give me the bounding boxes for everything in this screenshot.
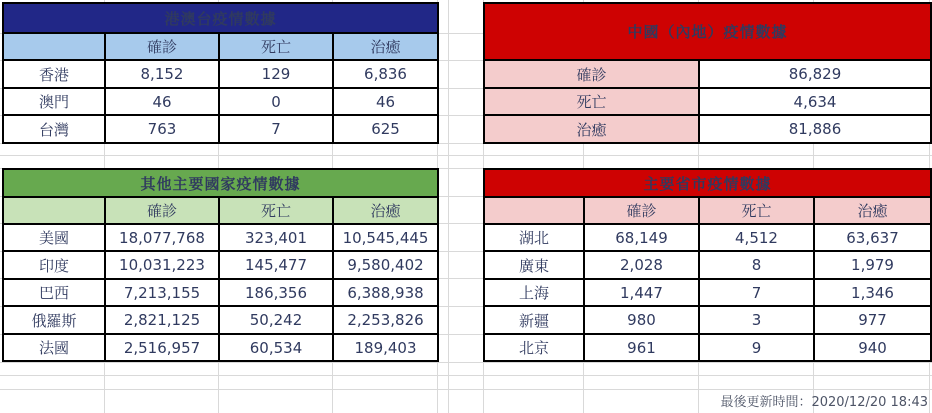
cell-recovered[interactable]: 46	[333, 88, 438, 115]
cell-recovered[interactable]: 63,637	[814, 224, 931, 251]
table-hk-mo-tw	[2, 2, 439, 144]
row-label[interactable]: 法國	[3, 334, 105, 361]
gridline	[0, 155, 932, 156]
row-label[interactable]: 澳門	[3, 88, 105, 115]
stat-value[interactable]: 81,886	[699, 115, 931, 143]
gridline	[0, 389, 932, 390]
cell-recovered[interactable]: 2,253,826	[333, 306, 438, 334]
cell-recovered[interactable]: 1,346	[814, 279, 931, 306]
cell-confirmed[interactable]: 7,213,155	[105, 279, 219, 306]
cell-confirmed[interactable]: 763	[105, 115, 219, 143]
gridline	[448, 0, 449, 413]
cell-deaths[interactable]: 0	[219, 88, 333, 115]
col-header-blank[interactable]	[3, 197, 105, 224]
cell-confirmed[interactable]: 46	[105, 88, 219, 115]
table-row	[3, 334, 438, 361]
col-header-deaths[interactable]: 死亡	[699, 197, 814, 224]
cell-confirmed[interactable]: 68,149	[584, 224, 699, 251]
row-label[interactable]: 北京	[484, 334, 584, 361]
col-header-deaths[interactable]: 死亡	[219, 197, 333, 224]
row-label[interactable]: 湖北	[484, 224, 584, 251]
table-title[interactable]: 主要省市疫情數據	[484, 169, 931, 197]
cell-deaths[interactable]: 9	[699, 334, 814, 361]
cell-deaths[interactable]: 60,534	[219, 334, 333, 361]
cell-confirmed[interactable]: 2,821,125	[105, 306, 219, 334]
cell-deaths[interactable]: 4,512	[699, 224, 814, 251]
table-row	[3, 224, 438, 251]
cell-confirmed[interactable]: 980	[584, 306, 699, 334]
table-row	[484, 60, 931, 88]
cell-confirmed[interactable]: 18,077,768	[105, 224, 219, 251]
cell-recovered[interactable]: 6,388,938	[333, 279, 438, 306]
stat-label[interactable]: 確診	[484, 60, 699, 88]
table-row	[484, 224, 931, 251]
cell-deaths[interactable]: 145,477	[219, 251, 333, 279]
gridline	[0, 362, 932, 363]
table-row	[3, 115, 438, 143]
table-row	[484, 334, 931, 361]
stat-value[interactable]: 4,634	[699, 88, 931, 115]
table-title[interactable]: 港澳台疫情數據	[3, 3, 438, 33]
col-header-confirmed[interactable]: 確診	[105, 33, 219, 60]
table-row	[3, 251, 438, 279]
row-label[interactable]: 台灣	[3, 115, 105, 143]
table-row	[484, 306, 931, 334]
table-row	[3, 88, 438, 115]
table-row	[3, 306, 438, 334]
cell-recovered[interactable]: 10,545,445	[333, 224, 438, 251]
col-header-deaths[interactable]: 死亡	[219, 33, 333, 60]
row-label[interactable]: 新疆	[484, 306, 584, 334]
row-label[interactable]: 印度	[3, 251, 105, 279]
stat-label[interactable]: 治癒	[484, 115, 699, 143]
table-row	[484, 88, 931, 115]
row-label[interactable]: 巴西	[3, 279, 105, 306]
cell-confirmed[interactable]: 1,447	[584, 279, 699, 306]
cell-confirmed[interactable]: 961	[584, 334, 699, 361]
cell-confirmed[interactable]: 10,031,223	[105, 251, 219, 279]
cell-deaths[interactable]: 7	[699, 279, 814, 306]
cell-confirmed[interactable]: 2,516,957	[105, 334, 219, 361]
cell-confirmed[interactable]: 8,152	[105, 60, 219, 88]
cell-recovered[interactable]: 1,979	[814, 251, 931, 279]
col-header-recovered[interactable]: 治癒	[333, 33, 438, 60]
row-label[interactable]: 俄羅斯	[3, 306, 105, 334]
cell-recovered[interactable]: 9,580,402	[333, 251, 438, 279]
table-row	[3, 279, 438, 306]
table-row	[484, 115, 931, 143]
row-label[interactable]: 美國	[3, 224, 105, 251]
col-header-recovered[interactable]: 治癒	[333, 197, 438, 224]
table-provinces	[483, 168, 932, 362]
row-label[interactable]: 上海	[484, 279, 584, 306]
cell-confirmed[interactable]: 2,028	[584, 251, 699, 279]
col-header-recovered[interactable]: 治癒	[814, 197, 931, 224]
stat-value[interactable]: 86,829	[699, 60, 931, 88]
col-header-confirmed[interactable]: 確診	[105, 197, 219, 224]
stat-label[interactable]: 死亡	[484, 88, 699, 115]
cell-deaths[interactable]: 7	[219, 115, 333, 143]
cell-recovered[interactable]: 189,403	[333, 334, 438, 361]
col-header-blank[interactable]	[3, 33, 105, 60]
table-china-mainland	[483, 2, 932, 144]
gridline	[0, 375, 932, 376]
table-other-countries	[2, 168, 439, 362]
cell-deaths[interactable]: 186,356	[219, 279, 333, 306]
col-header-blank[interactable]	[484, 197, 584, 224]
cell-deaths[interactable]: 8	[699, 251, 814, 279]
table-row	[484, 279, 931, 306]
table-row	[484, 251, 931, 279]
cell-deaths[interactable]: 3	[699, 306, 814, 334]
last-updated-text: 最後更新時間：2020/12/20 18:43	[720, 395, 928, 410]
col-header-confirmed[interactable]: 確診	[584, 197, 699, 224]
cell-deaths[interactable]: 129	[219, 60, 333, 88]
cell-deaths[interactable]: 323,401	[219, 224, 333, 251]
table-title[interactable]: 其他主要國家疫情數據	[3, 169, 438, 197]
cell-recovered[interactable]: 940	[814, 334, 931, 361]
row-label[interactable]: 廣東	[484, 251, 584, 279]
cell-recovered[interactable]: 6,836	[333, 60, 438, 88]
cell-recovered[interactable]: 977	[814, 306, 931, 334]
table-row	[3, 60, 438, 88]
cell-recovered[interactable]: 625	[333, 115, 438, 143]
row-label[interactable]: 香港	[3, 60, 105, 88]
cell-deaths[interactable]: 50,242	[219, 306, 333, 334]
table-title[interactable]: 中國（內地）疫情數據	[484, 3, 931, 60]
